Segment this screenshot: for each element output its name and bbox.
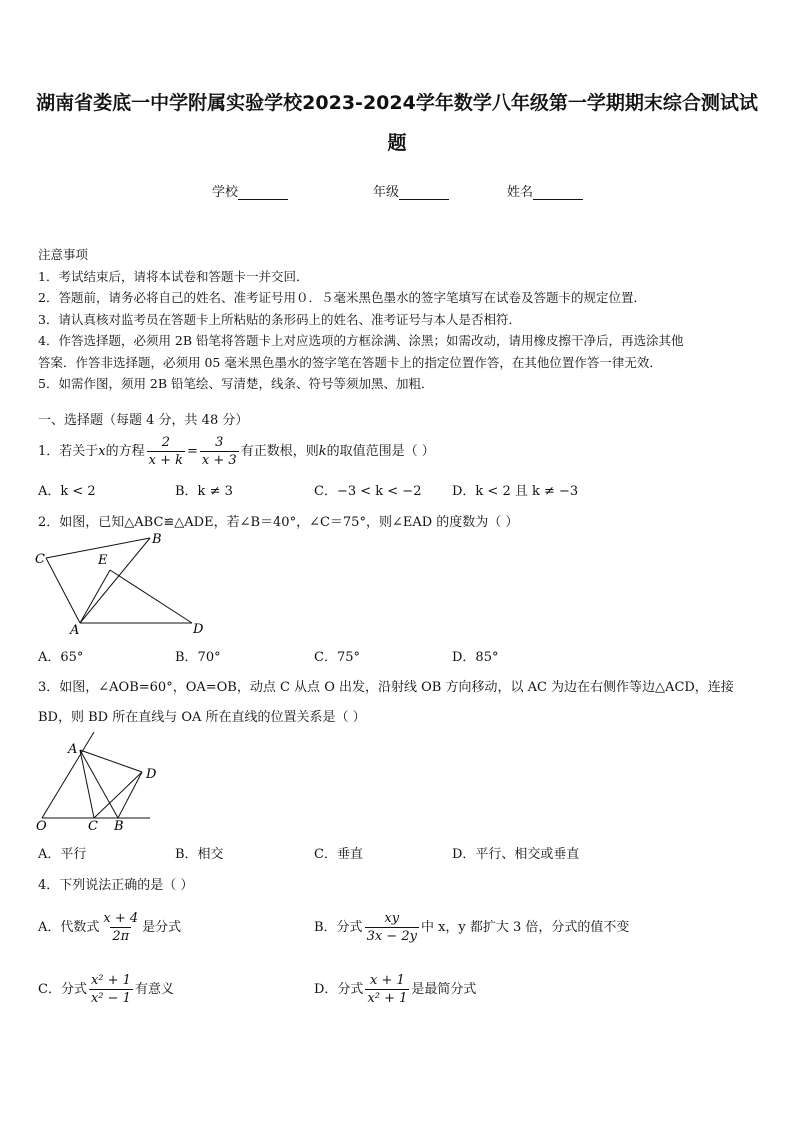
q1-var: x	[98, 444, 106, 459]
question-3-line2: BD，则 BD 所在直线与 OA 所在直线的位置关系是（ ）	[38, 710, 366, 725]
grade-label: 年级	[373, 185, 400, 200]
q2-option-b: B．70°	[175, 650, 221, 665]
q2-line-ab	[80, 538, 150, 623]
notes-block	[38, 244, 760, 395]
note-item: 3．请认真核对监考员在答题卡上所粘贴的条形码上的姓名、准考证号与本人是否相符．	[38, 311, 521, 327]
q1-var2: k	[318, 444, 327, 459]
q3-label-b: B	[114, 819, 124, 834]
notes-heading: 注意事项	[38, 247, 89, 262]
note-item: 答案．作答非选择题，必须用 05 毫米黑色墨水的签字笔在答题卡上的指定位置作答，在其他位置作答一律无效．	[38, 354, 662, 370]
q3-option-b: B．相交	[175, 847, 224, 862]
question-1	[38, 434, 758, 469]
q2-line-ca	[46, 558, 80, 623]
name-label: 姓名	[507, 185, 534, 200]
name-field	[507, 181, 583, 200]
grade-field	[373, 181, 449, 200]
q2-label-d: D	[193, 622, 204, 637]
question-4: 4．下列说法正确的是（ ）	[38, 878, 194, 893]
note-item: 4．作答选择题，必须用 2B 铅笔将答题卡上对应选项的方框涂满、涂黑；如需改动，请用橡皮擦干净后，再选涂其他	[38, 333, 684, 348]
exam-title-line1: 湖南省娄底一中学附属实验学校2023-2024学年数学八年级第一学期期末综合测试试	[36, 92, 758, 114]
q2-option-d: D．85°	[452, 650, 499, 665]
q3-option-c: C．垂直	[314, 847, 363, 862]
q2-option-c: C．75°	[314, 650, 360, 665]
q4-b-frac: $\frac{xy}{3x - 2y}$	[366, 911, 417, 944]
q1-eq: =	[187, 444, 198, 459]
q4-c-frac: $\frac{\text{x² + 1}}{\text{x² − 1}}$	[90, 973, 131, 1006]
q1-mid: 的方程	[105, 444, 145, 459]
q1-option-d: D．k < 2 且 k ≠ −3	[452, 484, 579, 499]
q3-figure	[30, 730, 180, 838]
q2-figure	[30, 530, 215, 640]
school-label: 学校	[212, 185, 239, 200]
q4-option-c: C．分式 $\frac{\text{x² + 1}}{\text{x² − 1}}$ 有意义	[38, 973, 174, 1006]
q4-option-b: B．分式 $\frac{xy}{3x - 2y}$ 中 x，y 都扩大 3 倍，分式的值不变	[314, 911, 630, 944]
q3-line-ab	[80, 750, 118, 818]
q3-label-o: O	[36, 819, 47, 834]
q1-frac1: $\frac{2}{x + k}$	[148, 435, 184, 468]
q1-suffix1: 有正数根，则	[240, 444, 319, 459]
question-3-line1: 3．如图，∠AOB=60°，OA=OB，动点 C 从点 O 出发，沿射线 OB 方向移动，以 AC 为边在右侧作等边△ACD，连接	[38, 680, 734, 695]
q1-option-b: B．k ≠ 3	[175, 484, 233, 499]
exam-title-line2: 题	[387, 132, 407, 154]
q3-line-ad	[80, 750, 142, 772]
q2-line-ed	[110, 570, 192, 623]
q1-option-a: A．k < 2	[38, 484, 96, 499]
school-field	[212, 181, 288, 200]
q3-line-cd	[94, 772, 142, 818]
school-blank	[238, 186, 288, 200]
q2-label-a: A	[70, 623, 80, 638]
note-item: 1．考试结束后，请将本试卷和答题卡一并交回．	[38, 268, 309, 284]
q2-option-a: A．65°	[38, 650, 84, 665]
q1-suffix2: 的取值范围是（ ）	[326, 444, 435, 459]
question-2: 2．如图，已知△ABC≌△ADE，若∠B＝40°，∠C＝75°，则∠EAD 的度数为（ ）	[38, 515, 519, 530]
section-title: 一、选择题（每题 4 分，共 48 分）	[38, 413, 249, 428]
q4-d-frac: $\frac{x + 1}{\text{x² + 1}}$	[367, 973, 408, 1006]
q1-frac2: $\frac{3}{x + 3}$	[201, 435, 237, 468]
q3-line-bd	[118, 772, 142, 818]
name-blank	[533, 186, 583, 200]
q2-label-b: B	[152, 532, 162, 547]
q2-label-c: C	[35, 552, 45, 567]
q1-option-c: C．−3 < k < −2	[314, 484, 422, 499]
q2-line-ae	[80, 570, 110, 623]
q3-option-d: D．平行、相交或垂直	[452, 847, 580, 862]
note-item: 5．如需作图，须用 2B 铅笔绘、写清楚，线条、符号等须加黑、加粗．	[38, 376, 434, 391]
grade-blank	[399, 186, 449, 200]
q3-label-a: A	[68, 742, 78, 757]
q4-a-frac: $\frac{x + 4}{2\pi}$	[103, 911, 139, 944]
q4-option-a: A．代数式 $\frac{x + 4}{2\pi}$ 是分式	[38, 911, 182, 944]
q3-option-a: A．平行	[38, 847, 87, 862]
q3-label-d: D	[146, 767, 157, 782]
q2-label-e: E	[98, 553, 108, 568]
q1-prefix: 1．若关于	[38, 444, 99, 459]
q4-option-d: D．分式 $\frac{x + 1}{\text{x² + 1}}$ 是最简分式	[314, 973, 477, 1006]
q3-line-ac	[80, 750, 94, 818]
note-item: 2．答题前，请务必将自己的姓名、准考证号用０．５毫米黑色墨水的签字笔填写在试卷及答题卡的规定位置．	[38, 290, 646, 305]
q3-label-c: C	[88, 819, 98, 834]
